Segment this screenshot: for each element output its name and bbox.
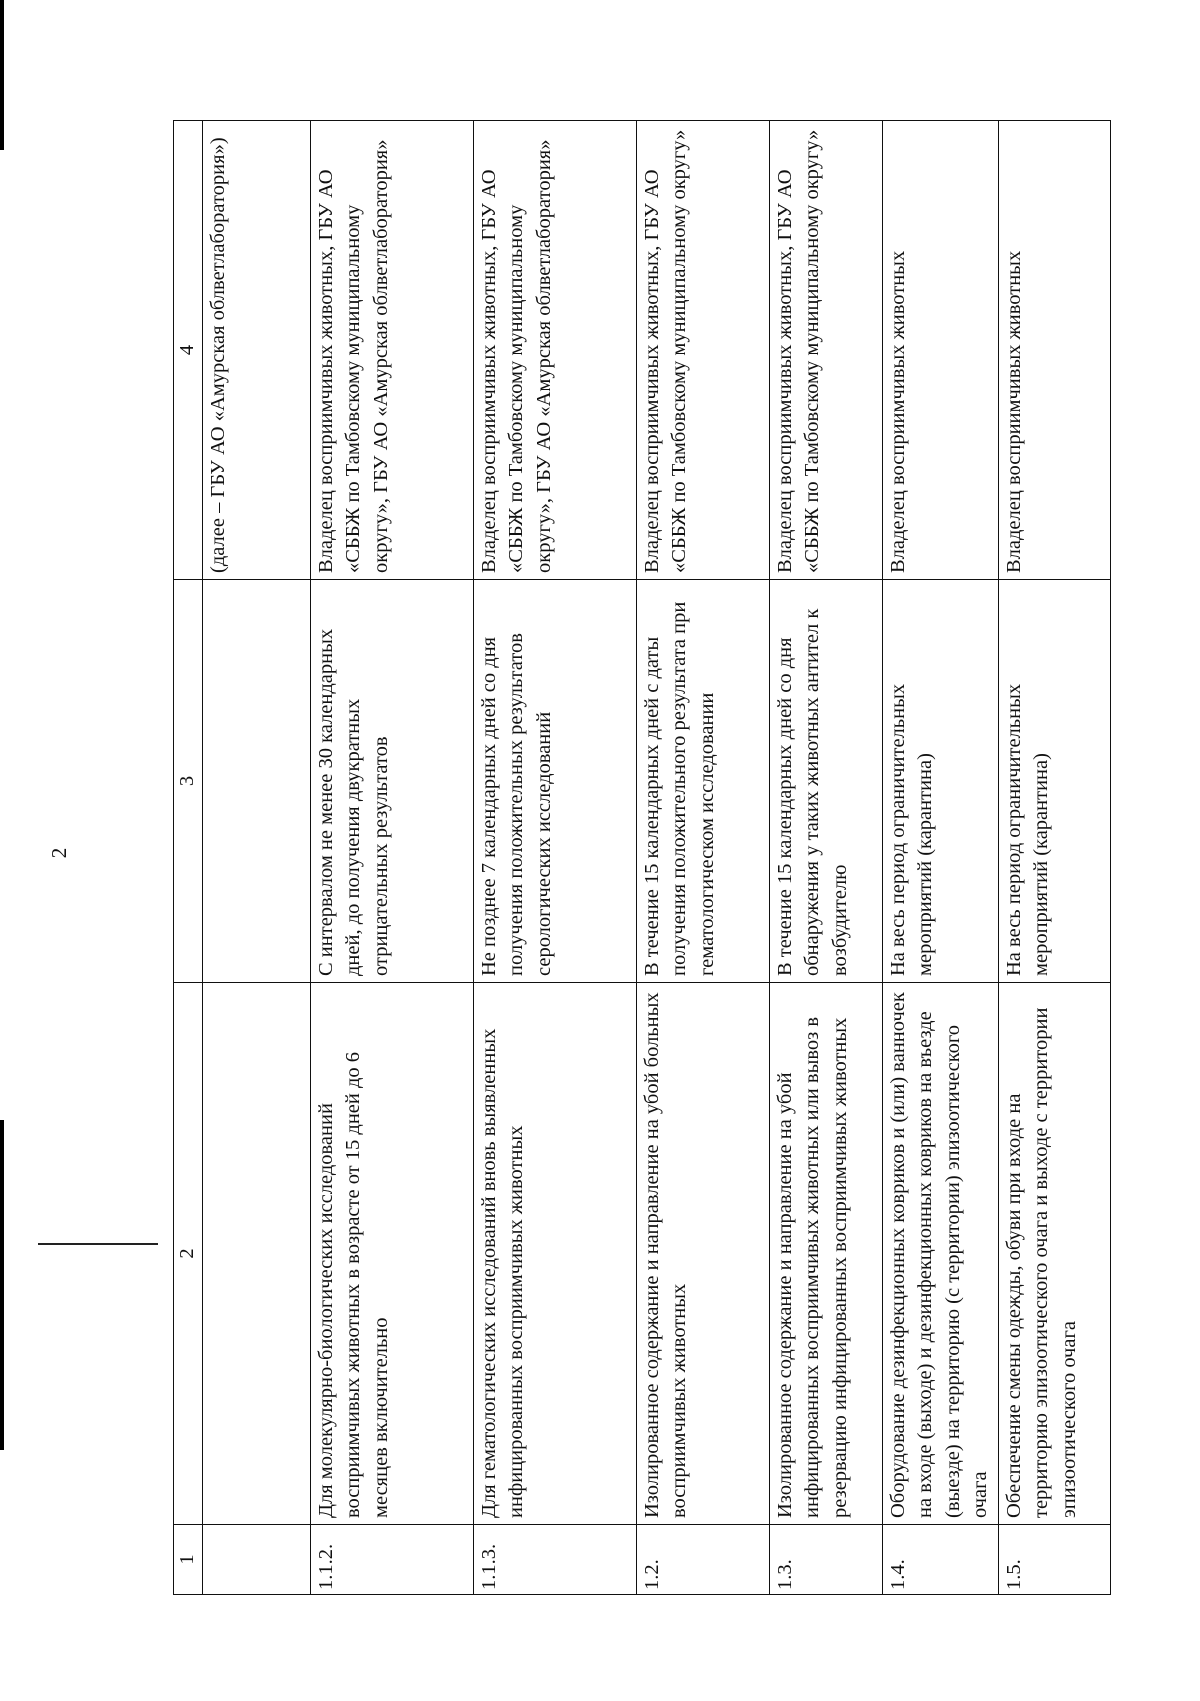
table-row: [310, 121, 473, 1595]
table-header-row: [174, 121, 203, 1595]
row-action: Оборудование дезинфекционных ковриков и (или) ванночек на входе (выходе) и дезинфекционных ковриков на въезде (выезде) на территорию (с территории) эпизоотического очага: [882, 983, 998, 1525]
table-row: [998, 121, 1110, 1595]
row-deadline: В течение 15 календарных дней со дня обнаружения у таких животных антител к возбудителю: [769, 580, 882, 983]
row-action: Изолированное содержание и направление на убой инфицированных восприимчивых животных или вывоз в резервацию инфицированных восприимчивых животных: [769, 983, 882, 1525]
column-header-4: 4: [174, 121, 203, 580]
row-number: 1.4.: [882, 1525, 998, 1595]
row-responsible: Владелец восприимчивых животных, ГБУ АО «СББЖ по Тамбовскому муниципальному округу», ГБУ АО «Амурская облветлаборатория»: [473, 121, 636, 580]
row-deadline: В течение 15 календарных дней с даты получения положительного результата при гематологическом исследовании: [636, 580, 769, 983]
scan-edge-bottom: [0, 1120, 4, 1450]
row-deadline: На весь период ограничительных мероприятий (карантина): [882, 580, 998, 983]
column-header-2: 2: [174, 983, 203, 1525]
column-header-3: 3: [174, 580, 203, 983]
table-row: [636, 121, 769, 1595]
scan-edge-top: [0, 0, 4, 150]
row-number: 1.5.: [998, 1525, 1110, 1595]
row-responsible: Владелец восприимчивых животных: [998, 121, 1110, 580]
row-responsible: Владелец восприимчивых животных, ГБУ АО «СББЖ по Тамбовскому муниципальному округу»: [769, 121, 882, 580]
row-number: 1.1.3.: [473, 1525, 636, 1595]
table-row: [473, 121, 636, 1595]
column-header-1: 1: [174, 1525, 203, 1595]
row-action: Изолированное содержание и направление на убой больных восприимчивых животных: [636, 983, 769, 1525]
continuation-num-cell: [202, 1525, 310, 1595]
row-action: Для молекулярно-биологических исследований восприимчивых животных в возрасте от 15 дней до 6 месяцев включительно: [310, 983, 473, 1525]
row-responsible: Владелец восприимчивых животных, ГБУ АО «СББЖ по Тамбовскому муниципальному округу», ГБУ АО «Амурская облветлаборатория»: [310, 121, 473, 580]
row-deadline: Не позднее 7 календарных дней со дня получения положительных результатов серологических исследований: [473, 580, 636, 983]
table-row: [882, 121, 998, 1595]
row-number: 1.3.: [769, 1525, 882, 1595]
continuation-responsible-cell: (далее – ГБУ АО «Амурская облветлаборатория»): [202, 121, 310, 580]
page-number: 2: [47, 847, 71, 859]
row-action: Обеспечение смены одежды, обуви при входе на территорию эпизоотического очага и выходе с территории эпизоотического очага: [998, 983, 1110, 1525]
table-row: [769, 121, 882, 1595]
table-row-continuation: [202, 121, 310, 1595]
continuation-deadline-cell: [202, 580, 310, 983]
row-responsible: Владелец восприимчивых животных, ГБУ АО «СББЖ по Тамбовскому муниципальному округу»: [636, 121, 769, 580]
continuation-action-cell: [202, 983, 310, 1525]
row-deadline: На весь период ограничительных мероприятий (карантина): [998, 580, 1110, 983]
row-responsible: Владелец восприимчивых животных: [882, 121, 998, 580]
row-deadline: С интервалом не менее 30 календарных дней, до получения двукратных отрицательных результатов: [310, 580, 473, 983]
row-action: Для гематологических исследований вновь выявленных инфицированных восприимчивых животных: [473, 983, 636, 1525]
row-number: 1.1.2.: [310, 1525, 473, 1595]
row-number: 1.2.: [636, 1525, 769, 1595]
scan-rule: [38, 1243, 158, 1245]
measures-table: [173, 120, 1111, 1595]
